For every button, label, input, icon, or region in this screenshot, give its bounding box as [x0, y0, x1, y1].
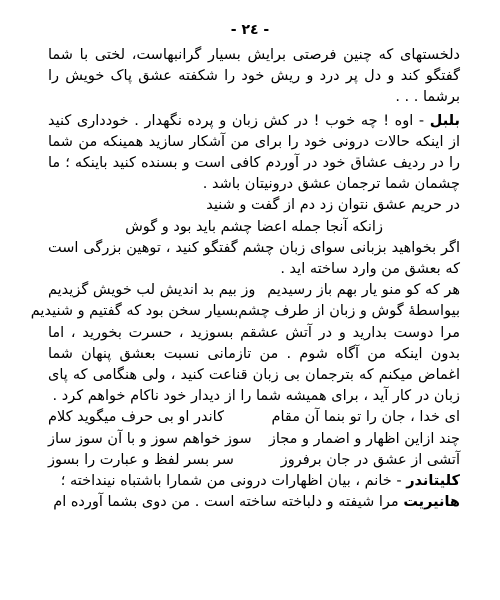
paragraph-text: مرا شیفته و دلباخته ساخته است . من دوی بشما آورده ام — [53, 494, 404, 511]
verse-line — [48, 217, 460, 238]
hemistich: بسیار سخن بود که گفتیم و شنیدیم — [30, 303, 239, 320]
page-number: - ٢٤ - — [230, 22, 270, 38]
verse-line — [48, 195, 460, 216]
hemistich: سوز خواهم سوز و با آن سوز ساز — [48, 430, 252, 447]
hemistich: هر که کو منو یار بهم باز رسیدیم — [267, 282, 460, 299]
paragraph-2 — [48, 111, 460, 196]
hemistich: آتشی از عشق در جان برفروز — [280, 451, 460, 468]
paragraph-3: اگر بخواهید بزبانی سوای زبان چشم گفتگو کنید ، توهین بزرگی است که بعشق من وارد ساخته اید . — [48, 239, 460, 278]
verse-line — [48, 450, 460, 471]
hemistich: چند ازاین اظهار و اضمار و مجاز — [268, 430, 460, 447]
speaker-name: کلیتاندر — [406, 473, 460, 490]
hemistich: زانکه آنجا جمله اعضا چشم باید بود و گوش — [125, 218, 383, 235]
verse-line — [48, 407, 460, 428]
verse-line — [30, 301, 460, 322]
paragraph-text: - اوه ! چه خوب ! در کش زبان و پرده نگهدار . خودداری کنید از اینکه حالات درونی خود را برای من آشکار سازید همینکه من شما را در ردیف عشاق خود در آوردم کافی است و بسنده کنید باینکه ؛ ما چشمان شما ترجمان عشق درونیتان باشد . — [48, 112, 460, 193]
verse-line — [48, 280, 460, 301]
hemistich: کاندر او بی حرف میگوید کلام — [48, 409, 224, 426]
hemistich: بیواسطهٔ گوش و زبان از طرف چشم — [238, 303, 460, 320]
paragraph-1: دلخستهای که چنین فرصتی برایش بسیار گرانبهاست، لختی با شما گفتگو کند و دل پر درد و ریش خود را شکفته عشق پاک خویش را برشما . . . — [48, 47, 460, 106]
paragraph-6 — [48, 492, 460, 513]
paragraph-4: مرا دوست بدارید و در آتش عشقم بسوزید ، حسرت بخورید ، اما بدون اینکه من آگاه شوم . من تازمانی نسبت بعشق پنهان شما اغماض میکنم که بترجمان بی زبان قناعت کنید ، ولی هنگامی که پای زبان در کار آید ، برای همیشه شما را از دیدار خود ناکام خواهم کرد . — [48, 324, 460, 405]
verse-line — [48, 429, 460, 450]
speaker-name: هانیریت — [403, 494, 460, 511]
hemistich: ای خدا ، جان را تو بنما آن مقام — [271, 409, 460, 426]
speaker-name: بلبل — [429, 112, 460, 129]
page-body — [30, 45, 460, 513]
paragraph-text: - خانم ، بیان اظهارات درونی من شمارا باشتباه نینداخته ؛ — [60, 473, 407, 490]
hemistich: وز بیم بد اندیش لب خویش گزیدیم — [48, 282, 256, 299]
hemistich: سر بسر لفظ و عبارت را بسوز — [48, 451, 234, 468]
paragraph-5 — [48, 471, 460, 492]
hemistich: در حریم عشق نتوان زد دم از گفت و شنید — [206, 197, 460, 214]
